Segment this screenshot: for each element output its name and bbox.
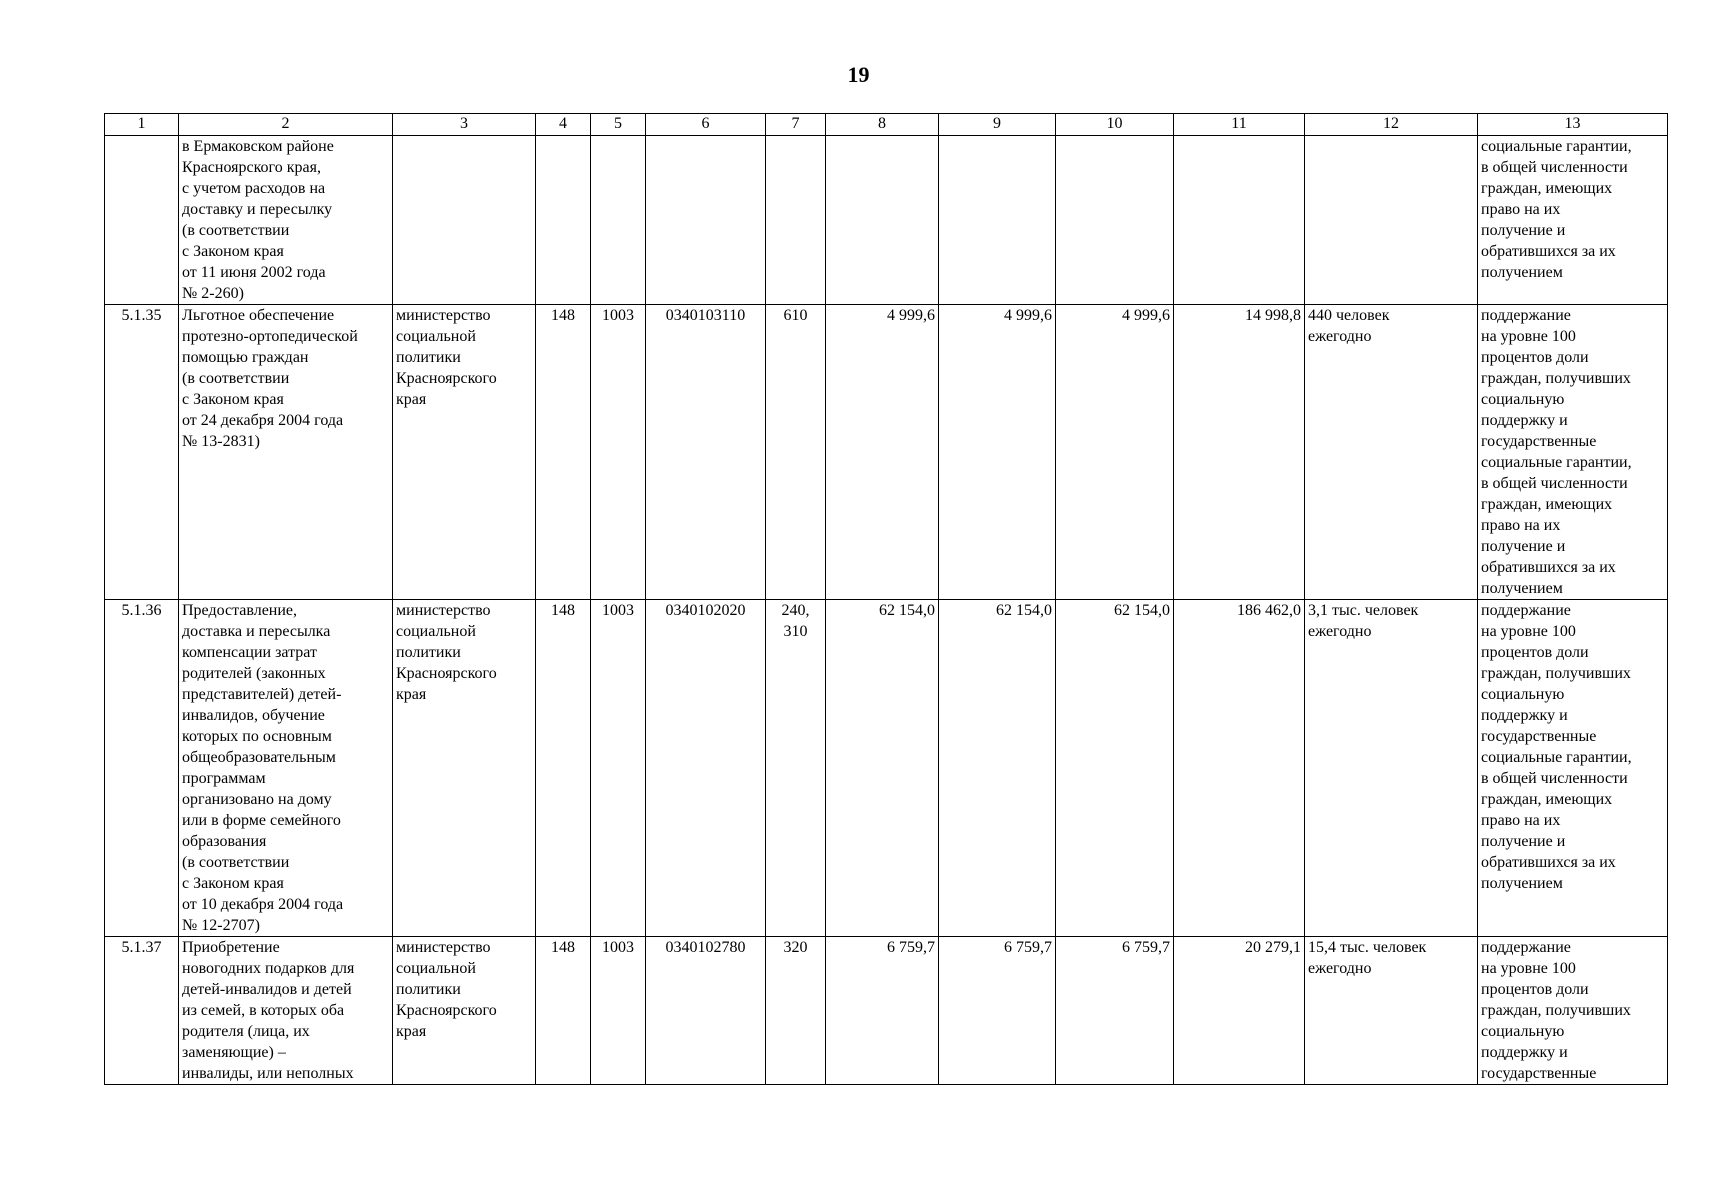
section-cell: 1003 (591, 600, 646, 937)
activity-name-cell: в Ермаковском районе Красноярского края, с учетом расходов на доставку и пересылку (в соответствии с Законом края от 11 июня 2002 года № 2-260) (179, 136, 393, 305)
row-number-cell (105, 136, 179, 305)
col-header-9: 9 (939, 114, 1056, 136)
amount-cell (826, 136, 939, 305)
code-cell (536, 136, 591, 305)
col-header-1: 1 (105, 114, 179, 136)
activity-name-cell: Приобретение новогодних подарков для детей-инвалидов и детей из семей, в которых оба родителя (лица, их заменяющие) – инвалиды, или неполных (179, 937, 393, 1085)
total-cell: 186 462,0 (1174, 600, 1305, 937)
total-cell: 14 998,8 (1174, 305, 1305, 600)
responsible-cell: министерство социальной политики Красноярского края (393, 937, 536, 1085)
amount-cell: 62 154,0 (826, 600, 939, 937)
col-header-5: 5 (591, 114, 646, 136)
table-row (105, 305, 1668, 600)
col-header-4: 4 (536, 114, 591, 136)
expense-type-cell: 320 (766, 937, 826, 1085)
table-row (105, 600, 1668, 937)
total-cell (1174, 136, 1305, 305)
result-cell (1305, 136, 1478, 305)
responsible-cell: министерство социальной политики Красноярского края (393, 305, 536, 600)
expense-type-cell: 240, 310 (766, 600, 826, 937)
code-cell: 148 (536, 600, 591, 937)
table-row (105, 136, 1668, 305)
col-header-7: 7 (766, 114, 826, 136)
expense-type-cell (766, 136, 826, 305)
amount-cell: 6 759,7 (1056, 937, 1174, 1085)
indicator-cell: поддержание на уровне 100 процентов доли граждан, получивших социальную поддержку и государственные социальные гарантии, в общей численности граждан, имеющих право на их получение и обратившихся за их получением (1478, 305, 1668, 600)
column-number-header (105, 114, 1668, 136)
result-cell: 15,4 тыс. человек ежегодно (1305, 937, 1478, 1085)
activity-name-cell: Льготное обеспечение протезно-ортопедической помощью граждан (в соответствии с Законом края от 24 декабря 2004 года № 13-2831) (179, 305, 393, 600)
amount-cell: 62 154,0 (1056, 600, 1174, 937)
page-number: 19 (847, 62, 870, 87)
col-header-11: 11 (1174, 114, 1305, 136)
row-number-cell: 5.1.35 (105, 305, 179, 600)
amount-cell: 6 759,7 (826, 937, 939, 1085)
section-cell: 1003 (591, 937, 646, 1085)
col-header-10: 10 (1056, 114, 1174, 136)
section-cell: 1003 (591, 305, 646, 600)
section-cell (591, 136, 646, 305)
indicator-cell: поддержание на уровне 100 процентов доли граждан, получивших социальную поддержку и государственные социальные гарантии, в общей численности граждан, имеющих право на их получение и обратившихся за их получением (1478, 600, 1668, 937)
col-header-3: 3 (393, 114, 536, 136)
target-article-cell: 0340102780 (646, 937, 766, 1085)
amount-cell: 62 154,0 (939, 600, 1056, 937)
activity-name-cell: Предоставление, доставка и пересылка компенсации затрат родителей (законных представителей) детей- инвалидов, обучение которых по основным общеобразовательным программам организовано на дому или в форме семейного образования (в соответствии с Законом края от 10 декабря 2004 года № 12-2707) (179, 600, 393, 937)
expense-type-cell: 610 (766, 305, 826, 600)
amount-cell (1056, 136, 1174, 305)
indicator-cell: поддержание на уровне 100 процентов доли граждан, получивших социальную поддержку и государственные (1478, 937, 1668, 1085)
col-header-8: 8 (826, 114, 939, 136)
target-article-cell: 0340103110 (646, 305, 766, 600)
indicator-cell: социальные гарантии, в общей численности граждан, имеющих право на их получение и обратившихся за их получением (1478, 136, 1668, 305)
result-cell: 440 человек ежегодно (1305, 305, 1478, 600)
amount-cell: 4 999,6 (826, 305, 939, 600)
responsible-cell (393, 136, 536, 305)
target-article-cell (646, 136, 766, 305)
table-row (105, 937, 1668, 1085)
target-article-cell: 0340102020 (646, 600, 766, 937)
total-cell: 20 279,1 (1174, 937, 1305, 1085)
col-header-6: 6 (646, 114, 766, 136)
result-cell: 3,1 тыс. человек ежегодно (1305, 600, 1478, 937)
program-activities-table (104, 113, 1668, 1085)
code-cell: 148 (536, 937, 591, 1085)
col-header-12: 12 (1305, 114, 1478, 136)
responsible-cell: министерство социальной политики Красноярского края (393, 600, 536, 937)
amount-cell: 4 999,6 (939, 305, 1056, 600)
amount-cell: 4 999,6 (1056, 305, 1174, 600)
row-number-cell: 5.1.37 (105, 937, 179, 1085)
code-cell: 148 (536, 305, 591, 600)
amount-cell: 6 759,7 (939, 937, 1056, 1085)
row-number-cell: 5.1.36 (105, 600, 179, 937)
col-header-13: 13 (1478, 114, 1668, 136)
col-header-2: 2 (179, 114, 393, 136)
amount-cell (939, 136, 1056, 305)
